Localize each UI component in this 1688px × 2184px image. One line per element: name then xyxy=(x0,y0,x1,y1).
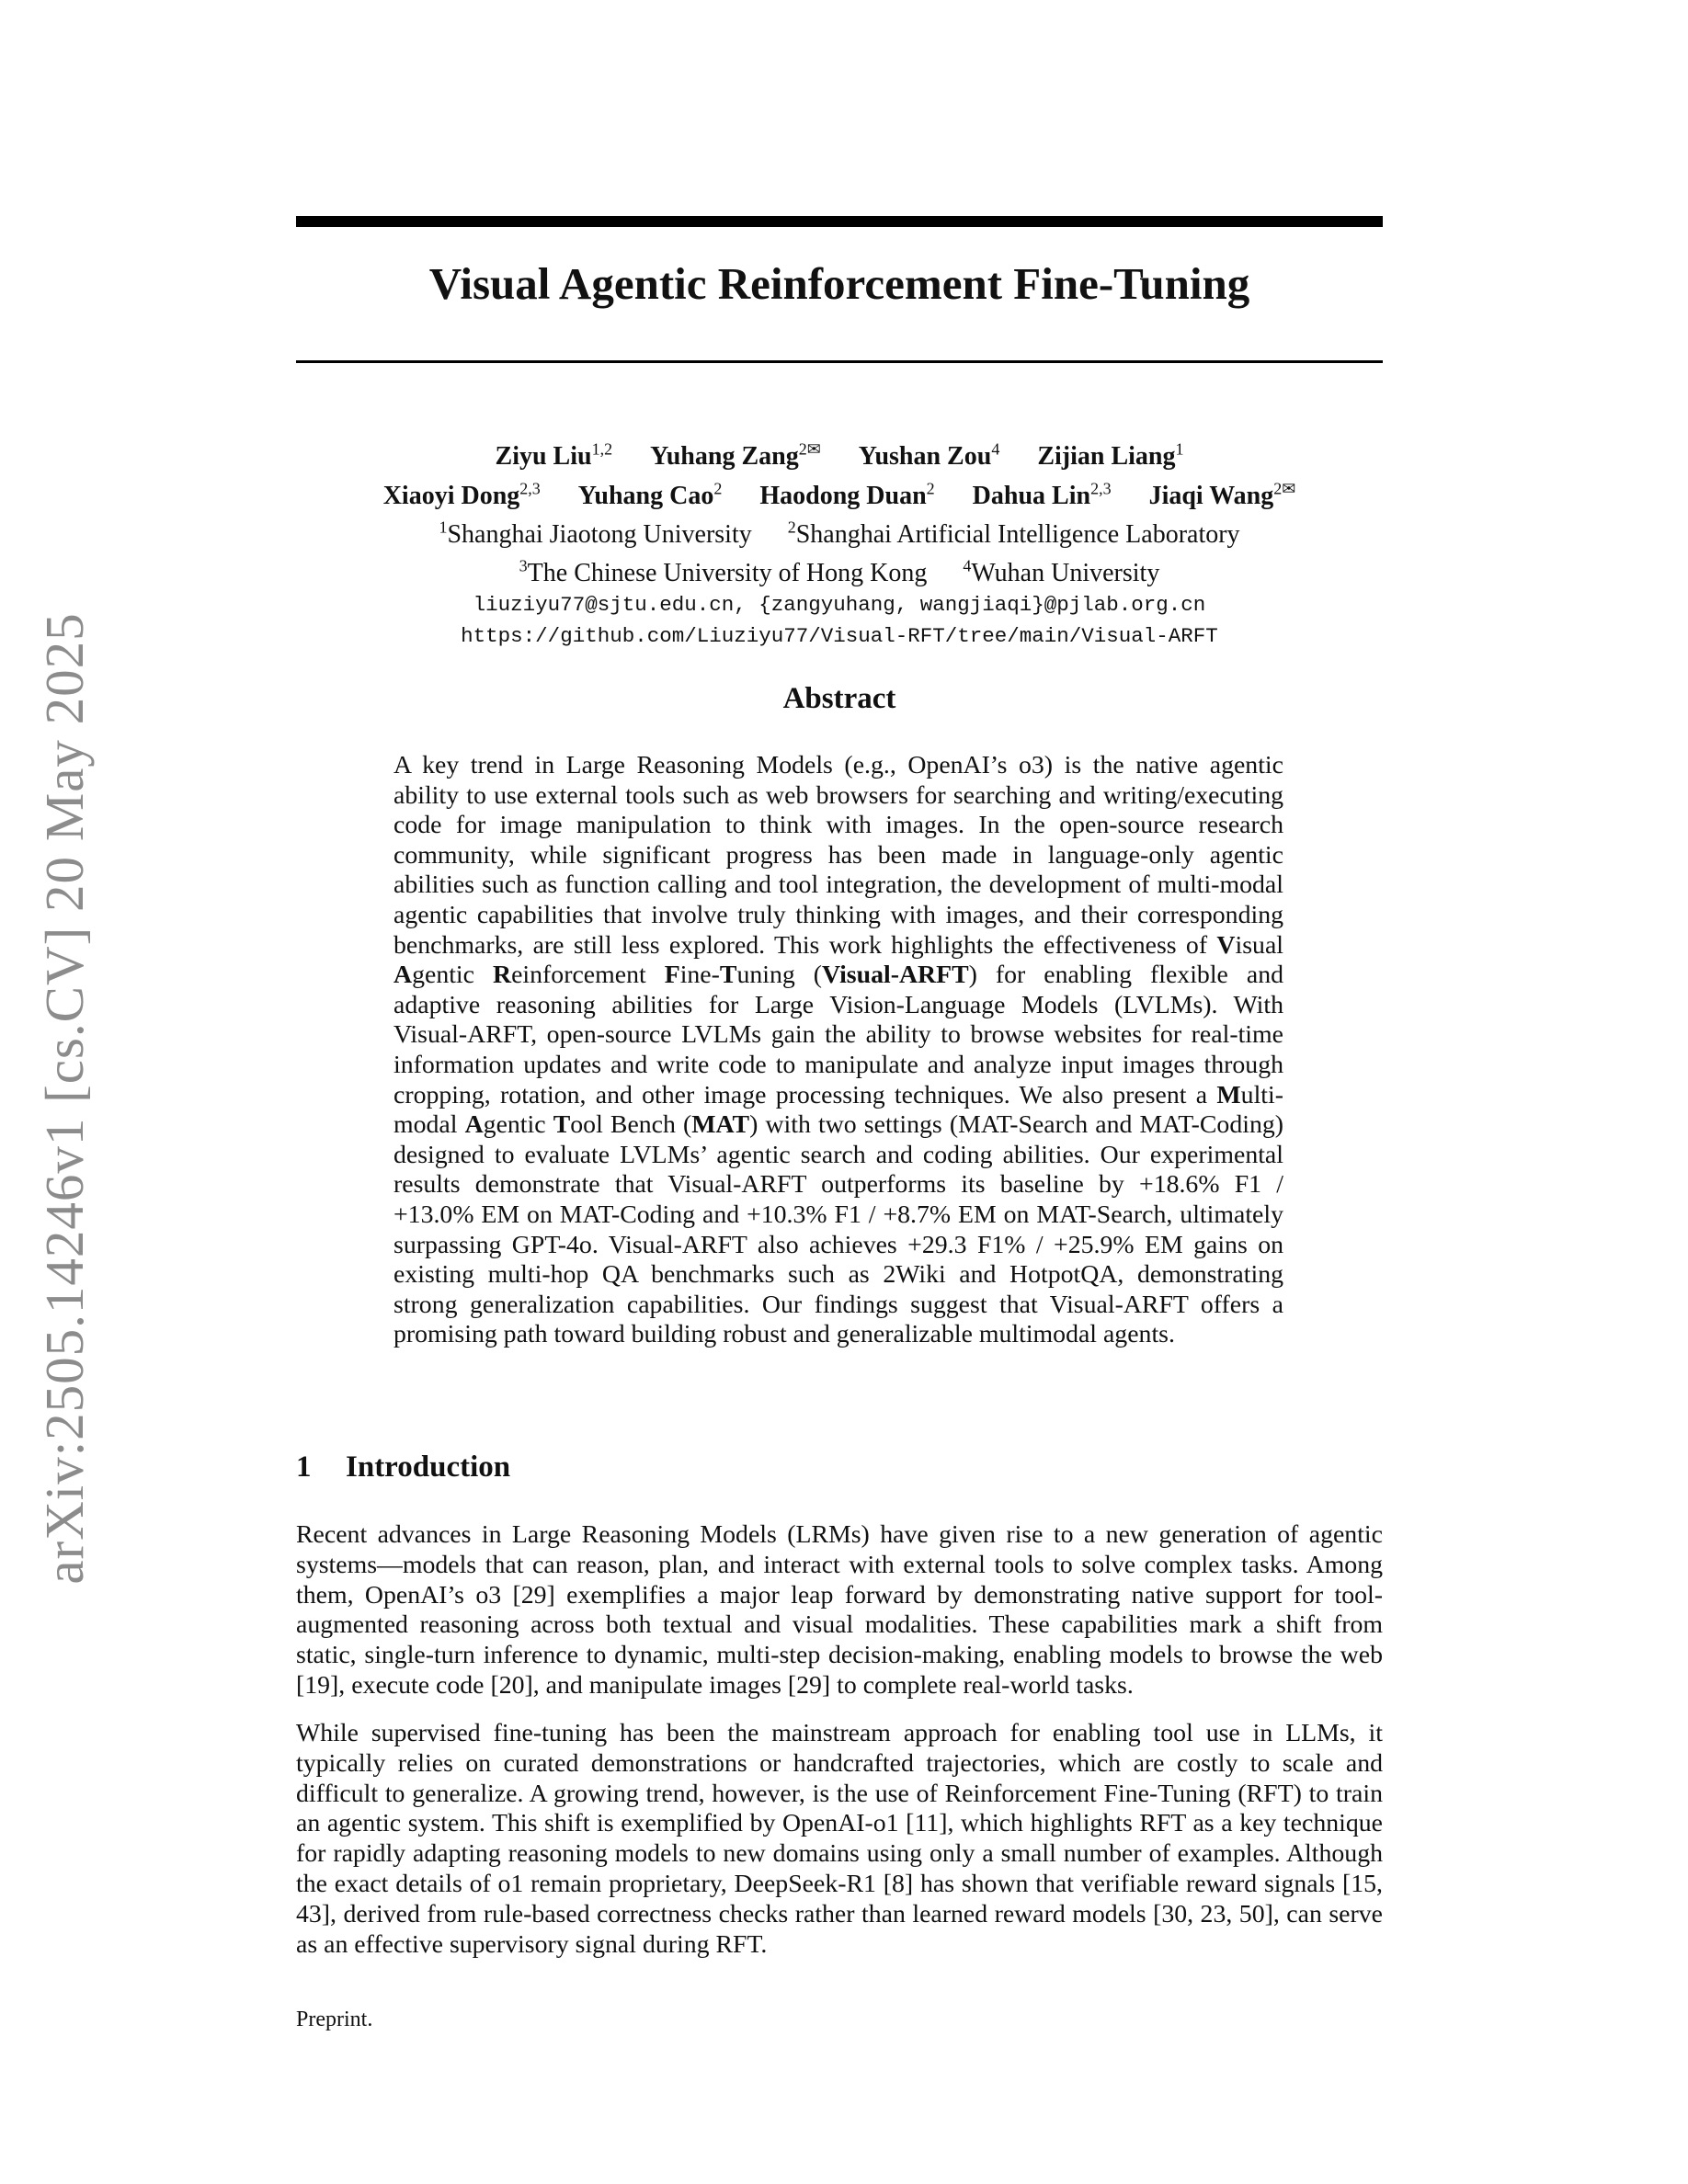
author-affil-mark: 2,3 xyxy=(519,479,541,498)
acronym-letter: T xyxy=(553,1110,571,1140)
affiliation-line-1 xyxy=(296,512,1383,551)
abstract-segment: einforcement xyxy=(511,961,665,990)
affiliation-name: Shanghai Jiaotong University xyxy=(447,519,752,549)
author-affil-mark: 1 xyxy=(1175,440,1184,459)
affiliation xyxy=(519,556,928,588)
affiliation xyxy=(963,556,1160,588)
abstract-segment: ) for enabling flexible and adaptive reasoning abilities for Large Vision-Language Models (LVLMs). With Visual-ARFT, open-source LVLMs gain the ability to browse websites for real-time information updates and write code to manipulate and analyze input images through cropping, rotation, and other image processing techniques. We also present a xyxy=(393,961,1284,1109)
author-name: Haodong Duan xyxy=(759,481,927,510)
author xyxy=(759,479,935,510)
acronym-letter: M xyxy=(1216,1080,1241,1109)
arxiv-identifier[interactable]: arXiv:2505.14246v1 [cs.CV] 20 May 2025 xyxy=(34,612,95,1585)
author-affil-mark: 1,2 xyxy=(591,440,613,459)
affiliation-line-2 xyxy=(296,551,1383,589)
affiliation-name: Wuhan University xyxy=(971,559,1160,588)
acronym-letter: R xyxy=(493,961,512,990)
author-affil-mark: 2 xyxy=(926,479,935,498)
abstract-segment: A key trend in Large Reasoning Models (e.g., OpenAI’s o3) is the native agentic ability to use external tools such as web browsers for searching and writing/executing code for image manipulation to think with images. In the open-source research community, while significant progress has been made in language-only agentic abilities such as function calling and tool integration, the development of multi-modal agentic capabilities that involve truly thinking with images, and their corresponding benchmarks, are still less explored. This work highlights the effectiveness of xyxy=(393,751,1283,960)
abstract-text xyxy=(393,751,1283,1350)
abstract-segment: ool Bench ( xyxy=(570,1110,692,1140)
author-name: Dahua Lin xyxy=(972,481,1091,510)
author xyxy=(859,442,1000,471)
title-top-rule xyxy=(296,216,1383,227)
affiliation xyxy=(439,520,751,549)
author xyxy=(382,479,541,510)
intro-paragraph-2: While supervised fine-tuning has been the mainstream approach for enabling tool use in LLMs, it typically relies on curated demonstrations or handcrafted trajectories, which are costly to scale and difficult to generalize. A growing trend, however, is the use of Reinforcement Fine-Tuning (RFT) to train an agentic system. This shift is exemplified by OpenAI-o1 [11], which highlights RFT as a key technique for rapidly adapting reasoning models to new domains using only a small number of examples. Although the exact details of o1 remain proprietary, DeepSeek-R1 [8] has shown that verifiable reward signals [15, 43], derived from rule-based correctness checks rather than learned reward models [30, 23, 50], can serve as an effective supervisory signal during RFT. xyxy=(296,1719,1383,1959)
affiliation-mark: 3 xyxy=(519,556,528,575)
section-heading-introduction xyxy=(296,1450,510,1484)
abstract-heading: Abstract xyxy=(782,682,896,715)
author-block xyxy=(296,434,1383,652)
abstract-segment: ulti-modal xyxy=(393,1080,1283,1140)
author-affil-mark: 2✉ xyxy=(798,440,821,459)
intro-paragraph-1: Recent advances in Large Reasoning Models (LRMs) have given rise to a new generation of agentic systems—models that can reason, plan, and interact with external tools to solve complex tasks. Among them, OpenAI’s o3 [29] exemplifies a major leap forward by demonstrating native support for tool-augmented reasoning across both textual and visual modalities. These capabilities mark a shift from static, single-turn inference to dynamic, multi-step decision-making, enabling models to browse the web [19], execute code [20], and manipulate images [29] to complete real-world tasks. xyxy=(296,1520,1383,1700)
acronym-letter: T xyxy=(719,961,737,990)
affiliation-name: Shanghai Artificial Intelligence Laboratory xyxy=(795,519,1240,549)
email-addresses[interactable]: liuziyu77@sjtu.edu.cn, {zangyuhang, wangjiaqi}@pjlab.org.cn xyxy=(473,593,1206,618)
abstract-segment: isual xyxy=(1235,930,1283,960)
acronym-letter: V xyxy=(1216,930,1236,960)
acronym-mat: MAT xyxy=(691,1110,750,1140)
author-name: Zijian Liang xyxy=(1037,442,1176,472)
abstract-segment: ine- xyxy=(679,961,720,990)
author-affil-mark: 4 xyxy=(991,440,1000,459)
abstract-segment: gentic xyxy=(483,1110,553,1140)
author xyxy=(1148,479,1296,510)
affiliation-name: The Chinese University of Hong Kong xyxy=(527,559,928,588)
author-name: Yuhang Cao xyxy=(577,481,714,510)
paper-title: Visual Agentic Reinforcement Fine-Tuning xyxy=(428,258,1250,309)
author-affil-mark: 2,3 xyxy=(1090,479,1112,498)
author-name: Xiaoyi Dong xyxy=(382,481,520,510)
author-name: Jiaqi Wang xyxy=(1148,481,1274,510)
author xyxy=(577,479,723,510)
acronym-letter: A xyxy=(393,961,413,990)
author xyxy=(496,442,613,471)
title-bottom-rule xyxy=(296,360,1383,363)
author-line-2 xyxy=(296,472,1383,511)
acronym-visual-arft: Visual-ARFT xyxy=(822,961,969,990)
section-title: Introduction xyxy=(346,1450,511,1484)
affiliation-mark: 4 xyxy=(963,556,972,575)
author-affil-mark: 2✉ xyxy=(1273,479,1296,498)
author-name: Yuhang Zang xyxy=(650,442,799,472)
footer-preprint: Preprint. xyxy=(296,2008,373,2031)
author-name: Ziyu Liu xyxy=(495,442,592,472)
author-affil-mark: 2 xyxy=(713,479,723,498)
author xyxy=(972,479,1112,510)
section-number: 1 xyxy=(296,1450,312,1484)
author-name: Yushan Zou xyxy=(858,442,992,472)
author xyxy=(1037,442,1183,471)
author xyxy=(650,442,821,471)
abstract-segment: uning ( xyxy=(736,961,823,990)
abstract-segment: ) with two settings (MAT-Search and MAT-Coding) designed to evaluate LVLMs’ agentic search and coding abilities. Our experimental results demonstrate that Visual-ARFT outperforms its baseline by +18.6% F1 / +13.0% EM on MAT-Coding and +10.3% F1 / +8.7% EM on MAT-Search, ultimately surpassing GPT-4o. Visual-ARFT also achieves +29.3 F1% / +25.9% EM gains on existing multi-hop QA benchmarks such as 2Wiki and HotpotQA, demonstrating strong generalization capabilities. Our findings suggest that Visual-ARFT offers a promising path toward building robust and generalizable multimodal agents. xyxy=(393,1110,1284,1349)
author-line-1 xyxy=(296,434,1383,472)
acronym-letter: A xyxy=(464,1110,484,1140)
repository-link[interactable]: https://github.com/Liuziyu77/Visual-RFT/tree/main/Visual-ARFT xyxy=(461,624,1218,649)
affiliation-mark: 1 xyxy=(439,518,448,537)
affiliation xyxy=(788,520,1240,549)
affiliation-mark: 2 xyxy=(787,518,796,537)
acronym-letter: F xyxy=(664,961,680,990)
abstract-segment: gentic xyxy=(412,961,493,990)
